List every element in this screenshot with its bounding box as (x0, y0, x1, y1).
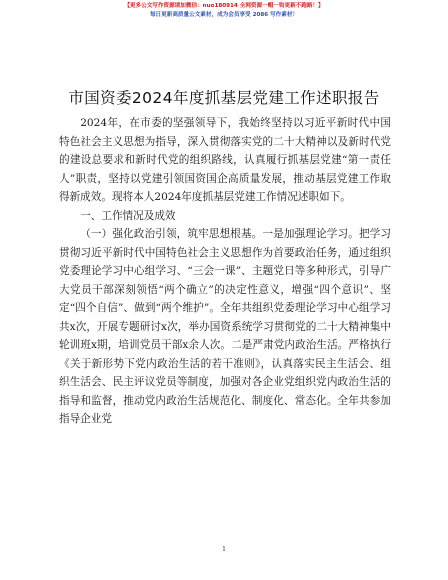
page-number: 1 (222, 546, 226, 553)
promo-line-1: 【更多公文写作资源请加微信：nuo180914 全网资源一帽一钩更新不跑路！】 (124, 3, 324, 9)
section-paragraph: （一）强化政治引领，筑牢思想根基。一是加强理论学习。把学习贯彻习近平新时代中国特色社会主义思想作为首要政治任务，通过组织党委理论学习中心组学习、“三会一课”、主题党日等多种形式，引导广大党员干部深刻领悟“两个确立”的决定性意义，增强“四个意识”、坚定“四个自信”、做到“两个维护”。全年共组织党委理论学习中心组学习共x次，开展专题研讨x次，举办国资系统学习贯彻党的二十大精神集中轮训班x期，培训党员干部x余人次。二是严肃党内政治生活。严格执行《关于新形势下党内政治生活的若干准则》，认真落实民主生活会、组织生活会、民主评议党员等制度，加强对各企业党组织党内政治生活的指导和监督，推动党内政治生活规范化、制度化、常态化。全年共参加指导企业党 (59, 228, 391, 425)
section-heading: 一、工作情况及成效 (80, 209, 176, 222)
promo-banner (0, 2, 448, 19)
promo-line-2: 每日更新高质量公文素材，成为会员享受 2086 写作素材！ (149, 11, 299, 18)
document-title: 市国资委2024年度抓基层党建工作述职报告 (68, 89, 380, 107)
document-body (59, 114, 391, 429)
intro-paragraph: 2024年，在市委的坚强领导下，我始终坚持以习近平新时代中国特色社会主义思想为指导，深入贯彻落实党的二十大精神以及新时代党的建设总要求和新时代党的组织路线，认真履行抓基层党建“第一责任人”职责，坚持以党建引领国资国企高质量发展，推动基层党建工作取得新成效。现将本人2024年度抓基层党建工作情况述职如下。 (59, 117, 391, 203)
